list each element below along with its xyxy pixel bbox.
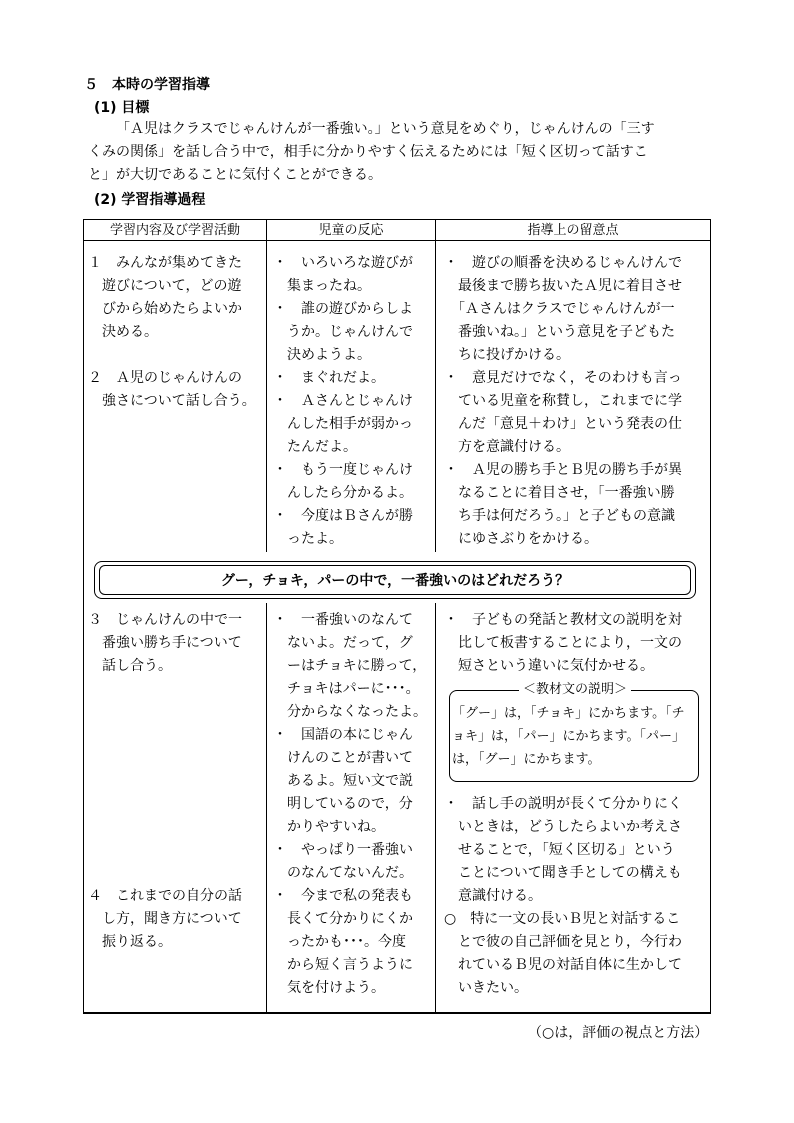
reaction-line: ・ 今度はＢさんが勝 <box>273 508 413 524</box>
table-border-top <box>83 219 711 220</box>
evaluation-footnote: （○は，評価の視点と方法） <box>528 1025 709 1041</box>
goal-line: 「Ａ児はクラスでじゃんけんが一番強い。」という意見をめぐり，じゃんけんの「三す <box>116 121 655 137</box>
activity-line: 振り返る。 <box>88 934 172 950</box>
header-reaction: 児童の反応 <box>318 223 384 238</box>
reaction-line: ったよ。 <box>273 531 343 547</box>
reaction-cell-1 <box>273 252 413 551</box>
activity-line: ４ これまでの自分の話 <box>88 888 242 904</box>
table-header-divider <box>83 240 711 241</box>
reaction-line: ・ もう一度じゃんけ <box>273 462 413 478</box>
goal-heading: (1) 目標 <box>94 100 150 116</box>
guidance-line: 短さという違いに気付かせる。 <box>444 658 654 674</box>
reaction-line: から短く言うように <box>273 957 413 973</box>
activity-cell-4 <box>88 885 242 954</box>
reaction-line: うか。じゃんけんで <box>273 324 413 340</box>
guidance-line: 意識付ける。 <box>444 888 542 904</box>
process-heading: (2) 学習指導過程 <box>94 192 206 208</box>
guidance-line: ○ 特に一文の長いＢ児と対話するこ <box>444 911 681 927</box>
table-border-bottom <box>83 1012 711 1014</box>
activity-line: ２ Ａ児のじゃんけんの <box>88 370 242 386</box>
reaction-line: んした相手が弱かっ <box>273 416 413 432</box>
reaction-line: ・ いろいろな遊びが <box>273 255 413 271</box>
reaction-line: 長くて分かりにくか <box>273 911 413 927</box>
guidance-line: ・ Ａ児の勝ち手とＢ児の勝ち手が異 <box>444 462 682 478</box>
guidance-line: いきたい。 <box>444 980 528 996</box>
guidance-line: 比して板書することにより，一文の <box>444 635 682 651</box>
note-line: 「グー」は，「チョキ」にかちます。「チ <box>452 706 685 721</box>
guidance-line: なることに着目させ，「一番強い勝 <box>444 485 675 501</box>
reaction-cell-2 <box>273 609 427 1000</box>
activity-line: 番強い勝ち手について <box>88 635 242 651</box>
reaction-line: ないよ。だって，グ <box>273 635 413 651</box>
guidance-line: せることで，「短く区切る」という <box>444 842 675 858</box>
reaction-line: ・ Ａさんとじゃんけ <box>273 393 413 409</box>
reaction-line: ーはチョキに勝って， <box>273 658 427 674</box>
activity-line: 強さについて話し合う。 <box>88 393 256 409</box>
reaction-line: のなんてないんだ。 <box>273 865 413 881</box>
guidance-line: ・ 遊びの順番を決めるじゃんけんで <box>444 255 682 271</box>
guidance-line: れているＢ児の対話自体に生かして <box>444 957 682 973</box>
guidance-cell-2-bottom <box>444 793 682 1000</box>
goal-paragraph <box>88 118 655 187</box>
guidance-line: んだ「意見＋わけ」という発表の仕 <box>444 416 682 432</box>
reaction-line: けんのことが書いて <box>273 750 413 766</box>
reaction-line: 分からなくなったよ。 <box>273 704 427 720</box>
reaction-line: 明しているので，分 <box>273 796 413 812</box>
activity-line: びから始めたらよいか <box>88 301 242 317</box>
note-line: ョキ」は，「パー」にかちます。「パー」 <box>452 729 685 744</box>
guidance-line: 「Ａさんはクラスでじゃんけんが一 <box>444 301 675 317</box>
reaction-line: んしたら分かるよ。 <box>273 485 413 501</box>
column-divider <box>435 603 436 1013</box>
column-divider <box>266 603 267 1013</box>
guidance-line: ている児童を称賛し，これまでに学 <box>444 393 682 409</box>
guidance-cell-2-top <box>444 609 682 678</box>
guidance-line: いときは，どうしたらよいか考えさ <box>444 819 682 835</box>
theme-banner: グー，チョキ，パーの中で，一番強いのはどれだろう？ <box>99 565 691 595</box>
guidance-line: ちに投げかける。 <box>444 347 570 363</box>
goal-line: と」が大切であることに気付くことができる。 <box>88 167 382 183</box>
reaction-line: ・ やっぱり一番強い <box>273 842 413 858</box>
activity-line: 話し合う。 <box>88 658 172 674</box>
activity-line: 遊びについて，どの遊 <box>88 278 242 294</box>
reaction-line: 集まったね。 <box>273 278 371 294</box>
reaction-line: ・ 国語の本にじゃん <box>273 727 413 743</box>
guidance-line: ことについて聞き手としての構えも <box>444 865 682 881</box>
table-border-right <box>710 219 711 1013</box>
textbook-note-text <box>452 702 685 771</box>
reaction-line: ・ まぐれだよ。 <box>273 370 385 386</box>
guidance-line: ・ 子どもの発話と教材文の説明を対 <box>444 612 682 628</box>
guidance-line: にゆさぶりをかける。 <box>444 531 598 547</box>
guidance-line: ・ 意見だけでなく，そのわけも言っ <box>444 370 682 386</box>
activity-line: ３ じゃんけんの中で一 <box>88 612 242 628</box>
reaction-line: ・ 今まで私の発表も <box>273 888 413 904</box>
guidance-line: ・ 話し手の説明が長くて分かりにく <box>444 796 682 812</box>
table-border-left <box>83 219 84 1013</box>
activity-cell-1 <box>88 252 256 413</box>
reaction-line: 気を付けよう。 <box>273 980 385 996</box>
goal-line: くみの関係」を話し合う中で，相手に分かりやすく伝えるためには「短く区切って話すこ <box>88 144 648 160</box>
activity-line: １ みんなが集めてきた <box>88 255 242 271</box>
reaction-line: 決めようよ。 <box>273 347 371 363</box>
section-title: ５ 本時の学習指導 <box>84 77 210 93</box>
activity-line <box>88 344 256 367</box>
note-line: は，「グー」にかちます。 <box>452 752 601 767</box>
reaction-line: たんだよ。 <box>273 439 357 455</box>
guidance-line: 番強いね。」という意見を子どもた <box>444 324 675 340</box>
activity-line: し方，聞き方について <box>88 911 242 927</box>
guidance-line: 最後まで勝ち抜いたＡ児に着目させ <box>444 278 682 294</box>
textbook-note-title: ＜教材文の説明＞ <box>519 682 631 698</box>
reaction-line: ・ 一番強いのなんて <box>273 612 413 628</box>
guidance-line: 方を意識付ける。 <box>444 439 570 455</box>
guidance-line: とで彼の自己評価を見とり，今行わ <box>444 934 682 950</box>
guidance-line: ち手は何だろう。」と子どもの意識 <box>444 508 675 524</box>
activity-cell-3 <box>88 609 242 678</box>
column-divider <box>266 219 267 552</box>
activity-line: 決める。 <box>88 324 158 340</box>
column-divider <box>435 219 436 552</box>
reaction-line: ったかも･･･。今度 <box>273 934 406 950</box>
header-guidance: 指導上の留意点 <box>527 223 619 238</box>
header-activity: 学習内容及び学習活動 <box>109 223 240 238</box>
reaction-line: かりやすいね。 <box>273 819 385 835</box>
guidance-cell-1 <box>444 252 682 551</box>
reaction-line: あるよ。短い文で説 <box>273 773 413 789</box>
reaction-line: チョキはパーに･･･。 <box>273 681 420 697</box>
reaction-line: ・ 誰の遊びからしよ <box>273 301 413 317</box>
